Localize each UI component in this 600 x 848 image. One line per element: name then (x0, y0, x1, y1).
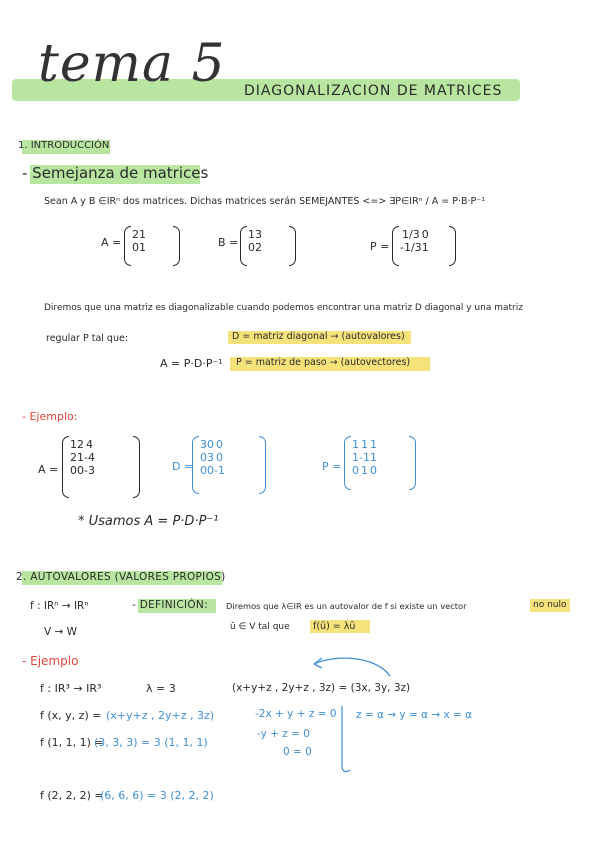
matrix-cell: 0 (421, 228, 429, 241)
d-note: D = matriz diagonal → (autovalores) (232, 331, 405, 342)
matrix-cell: 1 (360, 438, 368, 451)
example2-map: f : IR³ → IR³ (40, 682, 102, 695)
usamos-note: * Usamos A = P·D·P⁻¹ (78, 514, 219, 529)
matrix-cell: -1 (359, 451, 370, 464)
matrix-cell: 1 (360, 464, 368, 477)
matrix-cell: 1 (77, 451, 84, 464)
matrix-cell: 0 (200, 451, 207, 464)
f-xyz-right: (x+y+z , 2y+z , 3z) (106, 709, 215, 722)
matrix-cell: 0 (207, 438, 214, 451)
matrix-cell: -1/3 (400, 241, 422, 254)
definition-label: - DEFINICIÓN: (132, 599, 208, 611)
matrix-cell: 0 (77, 464, 84, 477)
map-v-w: V → W (44, 626, 78, 638)
matrix-cell: 2 (132, 228, 139, 241)
matrix-p (392, 226, 456, 266)
matrix-cell: 3 (255, 228, 262, 241)
example-matrix-a-label: A = (38, 463, 59, 476)
matrix-p-label: P = (370, 240, 390, 253)
matrix-cell: 1 (369, 451, 377, 464)
matrix-cell: 4 (85, 438, 93, 451)
topic-subtitle: DIAGONALIZACION DE MATRICES (244, 83, 503, 99)
lambda-value: λ = 3 (146, 682, 176, 695)
matrix-a (124, 226, 180, 266)
matrix-cell: 0 (132, 241, 139, 254)
section1-title: 1. INTRODUCCIÓN (18, 140, 110, 151)
matrix-cell: 2 (70, 451, 77, 464)
matrix-cell: 1 (352, 438, 359, 451)
f-222-left: f (2, 2, 2) = (40, 789, 104, 802)
matrix-cell: 0 (215, 451, 223, 464)
decomposition-formula: A = P·D·P⁻¹ (160, 357, 223, 370)
matrix-cell: 1 (369, 438, 377, 451)
diagonalizable-line1: Diremos que una matriz es diagonalizable cuando podemos encontrar una matriz D diagonal y una matriz (44, 303, 523, 313)
matrix-cell: 3 (207, 451, 214, 464)
matrix-cell: 1 (421, 241, 429, 254)
example-matrix-d (192, 436, 266, 494)
map-definition: f : IRⁿ → IRⁿ (30, 600, 89, 612)
matrix-cell: 0 (70, 464, 77, 477)
similar-sentence: Sean A y B ∈IRⁿ dos matrices. Dichas matrices serán SEMEJANTES <=> ∃P∈IRⁿ / A = P·B·P⁻¹ (44, 196, 486, 207)
example1-label: - Ejemplo: (22, 410, 78, 423)
p-note: P = matriz de paso → (autovectores) (236, 357, 411, 368)
matrix-cell: 3 (200, 438, 207, 451)
matrix-b (240, 226, 296, 266)
matrix-cell: 2 (255, 241, 262, 254)
matrix-b-label: B = (218, 236, 239, 249)
matrix-cell: 0 (207, 464, 214, 477)
system-brace (338, 704, 354, 774)
f-111-right: (3, 3, 3) = 3 (1, 1, 1) (94, 736, 208, 749)
example-matrix-p-label: P = (322, 460, 342, 473)
matrix-cell: 1 (248, 228, 255, 241)
definition-text: Diremos que λ∈IR es un autovalor de f si existe un vector (226, 601, 467, 611)
matrix-cell: -1 (214, 464, 225, 477)
matrix-cell: 2 (77, 438, 84, 451)
example-matrix-a (62, 436, 140, 498)
f-xyz-left: f (x, y, z) = (40, 709, 102, 722)
matrix-cell: 0 (200, 464, 207, 477)
matrix-cell: 1 (352, 451, 359, 464)
matrix-cell: 0 (369, 464, 377, 477)
matrix-cell: 1 (139, 241, 146, 254)
matrix-cell: 0 (352, 464, 359, 477)
f-111-left: f (1, 1, 1) = (40, 736, 104, 749)
example-matrix-p (344, 436, 416, 490)
system-eq3: 0 = 0 (283, 746, 312, 758)
subsection-title: - Semejanza de matrices (22, 164, 209, 182)
matrix-cell: 0 (248, 241, 255, 254)
section2-title: 2. AUTOVALORES (VALORES PROPIOS) (16, 571, 226, 583)
matrix-cell: 1 (139, 228, 146, 241)
matrix-cell: -3 (84, 464, 95, 477)
matrix-cell: -4 (84, 451, 95, 464)
definition-text-2: ū ∈ V tal que (230, 622, 290, 632)
f-222-right: (6, 6, 6) = 3 (2, 2, 2) (100, 789, 214, 802)
no-nulo: no nulo (533, 600, 567, 610)
example2-label: - Ejemplo (22, 654, 79, 668)
diagonalizable-line2: regular P tal que: (46, 333, 129, 344)
system-solution: z = α → y = α → x = α (356, 709, 473, 721)
matrix-cell: 0 (215, 438, 223, 451)
example-matrix-d-label: D = (172, 460, 194, 473)
matrix-cell: 1/3 (401, 228, 420, 241)
topic-title: tema 5 (38, 34, 226, 94)
matrix-a-label: A = (101, 236, 122, 249)
matrix-cell: 1 (70, 438, 77, 451)
eigen-equation: f(ū) = λū (313, 621, 356, 632)
system-eq1: -2x + y + z = 0 (255, 708, 337, 720)
equation-top: (x+y+z , 2y+z , 3z) = (3x, 3y, 3z) (232, 682, 411, 694)
curved-arrow-icon (306, 650, 396, 680)
system-eq2: -y + z = 0 (257, 728, 310, 740)
